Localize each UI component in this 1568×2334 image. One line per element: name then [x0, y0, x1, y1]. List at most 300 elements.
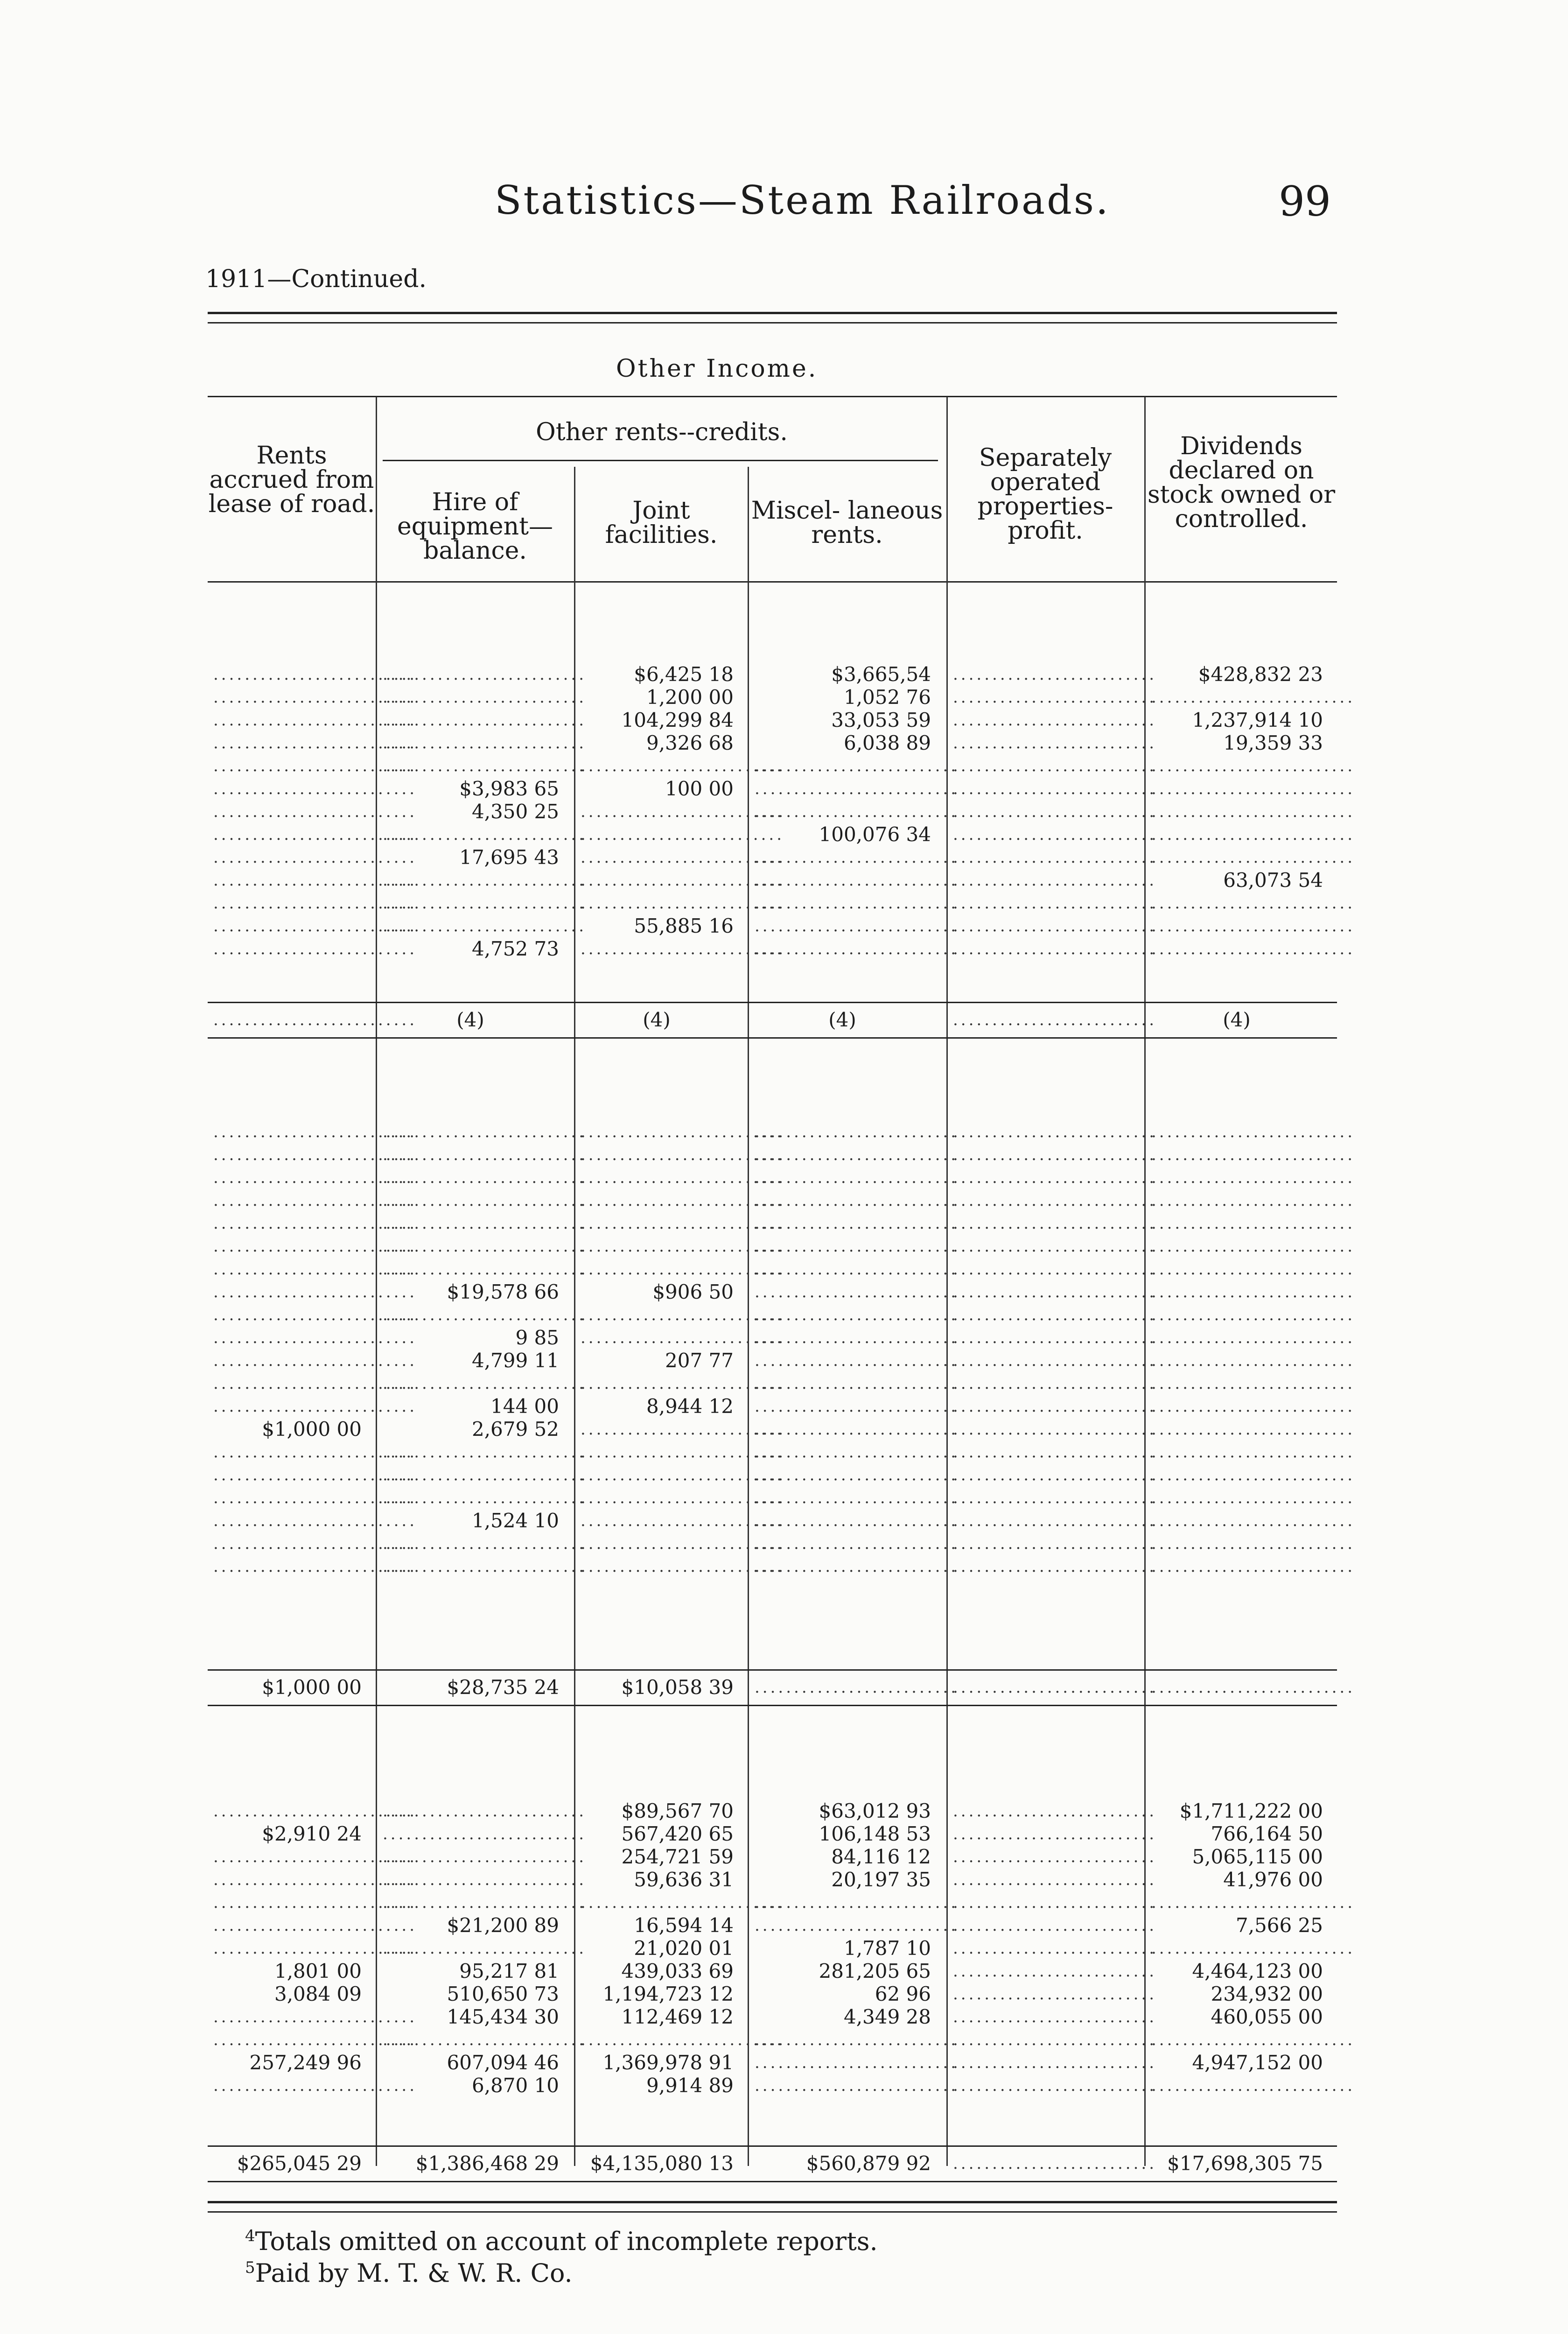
leader-dots: ..........................	[953, 1489, 1157, 1507]
leader-dots: ..........................	[1151, 1123, 1355, 1141]
header-joint-facilities: Joint facilities.	[605, 497, 718, 549]
table-cell: 4,799 11	[471, 1349, 559, 1372]
leader-dots: ..........................	[213, 688, 417, 707]
header-separately-operated: Separately operated properties-profit.	[977, 444, 1113, 545]
top-rule	[208, 312, 1337, 314]
leader-dots: ..........................	[755, 1283, 959, 1301]
leader-dots: ..........................	[383, 2031, 587, 2049]
table-cell: 4,349 28	[843, 2005, 931, 2028]
table-cell: 6,870 10	[471, 2074, 559, 2097]
leader-dots: ..........................	[953, 1511, 1157, 1530]
leader-dots: ..........................	[953, 848, 1157, 867]
leader-dots: ..........................	[953, 1443, 1157, 1462]
table-cell: 1,052 76	[843, 686, 931, 709]
table-cell: 281,205 65	[819, 1960, 931, 1982]
table-cell: $6,425 18	[634, 663, 734, 686]
leader-dots: ..........................	[1151, 2076, 1355, 2095]
leader-dots: ..........................	[213, 1011, 417, 1029]
leader-dots: ..........................	[953, 711, 1157, 730]
leader-dots: ..........................	[383, 688, 587, 707]
table-cell: $21,200 89	[447, 1914, 559, 1937]
total-rule-below	[208, 2181, 1337, 2182]
leader-dots: ..........................	[213, 871, 417, 890]
leader-dots: ..........................	[1151, 1329, 1355, 1347]
leader-dots: ..........................	[1151, 1678, 1355, 1697]
leader-dots: ..........................	[383, 1237, 587, 1256]
table-cell: 4,947,152 00	[1192, 2051, 1323, 2074]
leader-dots: ..........................	[953, 1011, 1157, 1029]
leader-dots: ..........................	[1151, 2031, 1355, 2049]
leader-dots: ..........................	[213, 2031, 417, 2049]
leader-dots: ..........................	[953, 1466, 1157, 1484]
table-cell: 9,914 89	[646, 2074, 734, 2097]
table-cell: 104,299 84	[621, 709, 734, 731]
leader-dots: ..........................	[213, 1146, 417, 1164]
total-rule-above	[208, 1669, 1337, 1671]
table-cell: 8,944 12	[646, 1395, 734, 1418]
leader-dots: ..........................	[1151, 1893, 1355, 1912]
leader-dots: ..........................	[1151, 1351, 1355, 1370]
table-cell: 1,194,723 12	[602, 1982, 734, 2005]
leader-dots: ..........................	[1151, 780, 1355, 798]
leader-dots: ..........................	[953, 688, 1157, 707]
leader-dots: ..........................	[581, 825, 784, 844]
table-cell: 1,200 00	[646, 686, 734, 709]
table-cell: 7,566 25	[1235, 1914, 1323, 1937]
leader-dots: ..........................	[581, 894, 784, 913]
table-cell: 460,055 00	[1211, 2005, 1323, 2028]
leader-dots: ..........................	[213, 1534, 417, 1553]
leader-dots: ..........................	[755, 1306, 959, 1324]
leader-dots: ..........................	[953, 1397, 1157, 1416]
table-cell: 59,636 31	[634, 1868, 734, 1891]
leader-dots: ..........................	[383, 1123, 587, 1141]
leader-dots: ..........................	[755, 1511, 959, 1530]
leader-dots: ..........................	[383, 1489, 587, 1507]
page-number: 99	[1279, 177, 1331, 225]
leader-dots: ..........................	[383, 1191, 587, 1210]
table-cell: 9,326 68	[646, 731, 734, 754]
leader-dots: ..........................	[383, 1939, 587, 1958]
leader-dots: ..........................	[755, 1534, 959, 1553]
table-cell: 5,065,115 00	[1192, 1845, 1323, 1868]
leader-dots: ..........................	[1151, 1214, 1355, 1233]
leader-dots: ..........................	[953, 1146, 1157, 1164]
table-cell: 20,197 35	[831, 1868, 931, 1891]
leader-dots: ..........................	[755, 780, 959, 798]
leader-dots: ..........................	[1151, 1557, 1355, 1576]
leader-dots: ..........................	[213, 1939, 417, 1958]
total-cell: $10,058 39	[621, 1676, 734, 1699]
table-cell: 607,094 46	[447, 2051, 559, 2074]
leader-dots: ..........................	[213, 1374, 417, 1393]
leader-dots: ..........................	[213, 780, 417, 798]
table-cell: 100,076 34	[819, 823, 931, 846]
footnote-5: $^5$Paid by M. T. & W. R. Co.	[245, 2258, 573, 2288]
leader-dots: ..........................	[383, 871, 587, 890]
total-cell: (4)	[643, 1008, 671, 1031]
total-cell: $560,879 92	[806, 2152, 931, 2175]
table-cell: 16,594 14	[634, 1914, 734, 1937]
leader-dots: ..........................	[953, 1168, 1157, 1187]
leader-dots: ..........................	[383, 757, 587, 775]
leader-dots: ..........................	[383, 1848, 587, 1866]
table-cell: 144 00	[490, 1395, 559, 1418]
table-cell: 112,469 12	[621, 2005, 734, 2028]
leader-dots: ..........................	[953, 1351, 1157, 1370]
leader-dots: ..........................	[953, 1306, 1157, 1324]
leader-dots: ..........................	[213, 1283, 417, 1301]
leader-dots: ..........................	[1151, 757, 1355, 775]
leader-dots: ..........................	[755, 1146, 959, 1164]
header-other-rents-group: Other rents--credits.	[536, 418, 788, 446]
table-cell: 439,033 69	[621, 1960, 734, 1982]
table-cell: 63,073 54	[1223, 869, 1323, 892]
leader-dots: ..........................	[953, 894, 1157, 913]
leader-dots: ..........................	[755, 1260, 959, 1279]
leader-dots: ..........................	[383, 1893, 587, 1912]
leader-dots: ..........................	[581, 1420, 784, 1439]
leader-dots: ..........................	[383, 1825, 587, 1843]
leader-dots: ..........................	[581, 802, 784, 821]
table-cell: 766,164 50	[1211, 1822, 1323, 1845]
leader-dots: ..........................	[581, 1329, 784, 1347]
table-cell: 4,752 73	[471, 937, 559, 960]
continued-label: 1911—Continued.	[205, 265, 427, 293]
leader-dots: ..........................	[953, 1678, 1157, 1697]
table-cell: $63,012 93	[819, 1800, 931, 1822]
leader-dots: ..........................	[1151, 1420, 1355, 1439]
leader-dots: ..........................	[213, 917, 417, 935]
leader-dots: ..........................	[953, 1237, 1157, 1256]
table-cell: 3,084 09	[274, 1982, 362, 2005]
header-dividends-declared: Dividends declared on stock owned or controlled.	[1147, 432, 1336, 533]
leader-dots: ..........................	[1151, 688, 1355, 707]
leader-dots: ..........................	[581, 1489, 784, 1507]
table-cell: $2,910 24	[262, 1822, 362, 1845]
table-cell: 55,885 16	[634, 914, 734, 937]
leader-dots: ..........................	[1151, 1237, 1355, 1256]
leader-dots: ..........................	[581, 871, 784, 890]
leader-dots: ..........................	[1151, 848, 1355, 867]
leader-dots: ..........................	[755, 1466, 959, 1484]
leader-dots: ..........................	[755, 1351, 959, 1370]
leader-dots: ..........................	[581, 1374, 784, 1393]
leader-dots: ..........................	[953, 1374, 1157, 1393]
leader-dots: ..........................	[1151, 1466, 1355, 1484]
leader-dots: ..........................	[755, 802, 959, 821]
top-rule-thin	[208, 322, 1337, 323]
leader-dots: ..........................	[755, 871, 959, 890]
leader-dots: ..........................	[755, 1214, 959, 1233]
total-rule-below	[208, 1705, 1337, 1706]
leader-dots: ..........................	[383, 734, 587, 752]
leader-dots: ..........................	[953, 1870, 1157, 1889]
leader-dots: ..........................	[755, 1557, 959, 1576]
leader-dots: ..........................	[581, 940, 784, 958]
table-cell: $3,983 65	[459, 777, 559, 800]
leader-dots: ..........................	[953, 1916, 1157, 1935]
leader-dots: ..........................	[755, 848, 959, 867]
total-cell: $1,386,468 29	[415, 2152, 559, 2175]
table-cell: 1,787 10	[843, 1937, 931, 1960]
leader-dots: ..........................	[953, 780, 1157, 798]
table-cell: $19,578 66	[447, 1280, 559, 1303]
leader-dots: ..........................	[1151, 1283, 1355, 1301]
leader-dots: ..........................	[383, 825, 587, 844]
leader-dots: ..........................	[953, 1962, 1157, 1981]
table-cell: 100 00	[665, 777, 734, 800]
leader-dots: ..........................	[755, 1489, 959, 1507]
leader-dots: ..........................	[581, 1260, 784, 1279]
total-rule-above	[208, 1002, 1337, 1003]
leader-dots: ..........................	[581, 1893, 784, 1912]
leader-dots: ..........................	[1151, 1260, 1355, 1279]
leader-dots: ..........................	[581, 1214, 784, 1233]
leader-dots: ..........................	[953, 871, 1157, 890]
leader-dots: ..........................	[953, 1557, 1157, 1576]
leader-dots: ..........................	[581, 1443, 784, 1462]
leader-dots: ..........................	[581, 1146, 784, 1164]
leader-dots: ..........................	[953, 1420, 1157, 1439]
leader-dots: ..........................	[953, 1848, 1157, 1866]
leader-dots: ..........................	[213, 1893, 417, 1912]
leader-dots: ..........................	[755, 2031, 959, 2049]
leader-dots: ..........................	[1151, 1397, 1355, 1416]
leader-dots: ..........................	[581, 1168, 784, 1187]
table-cell: 254,721 59	[621, 1845, 734, 1868]
leader-dots: ..........................	[383, 1374, 587, 1393]
leader-dots: ..........................	[1151, 1534, 1355, 1553]
table-cell: 19,359 33	[1223, 731, 1323, 754]
leader-dots: ..........................	[383, 711, 587, 730]
leader-dots: ..........................	[755, 1168, 959, 1187]
header-group-rule	[383, 460, 938, 461]
leader-dots: ..........................	[953, 1260, 1157, 1279]
leader-dots: ..........................	[953, 1123, 1157, 1141]
leader-dots: ..........................	[953, 825, 1157, 844]
table-cell: 1,369,978 91	[602, 2051, 734, 2074]
leader-dots: ..........................	[213, 711, 417, 730]
table-cell: 41,976 00	[1223, 1868, 1323, 1891]
leader-dots: ..........................	[213, 894, 417, 913]
leader-dots: ..........................	[953, 1825, 1157, 1843]
leader-dots: ..........................	[1151, 1374, 1355, 1393]
leader-dots: ..........................	[383, 1146, 587, 1164]
leader-dots: ..........................	[1151, 940, 1355, 958]
total-cell: $265,045 29	[237, 2152, 362, 2175]
leader-dots: ..........................	[213, 1237, 417, 1256]
leader-dots: ..........................	[213, 2008, 417, 2026]
table-cell: 4,350 25	[471, 800, 559, 823]
leader-dots: ..........................	[953, 2031, 1157, 2049]
leader-dots: ..........................	[581, 1511, 784, 1530]
leader-dots: ..........................	[953, 1283, 1157, 1301]
total-cell: (4)	[828, 1008, 856, 1031]
leader-dots: ..........................	[213, 825, 417, 844]
table-cell: 257,249 96	[249, 2051, 362, 2074]
table-cell: 2,679 52	[471, 1418, 559, 1441]
leader-dots: ..........................	[383, 665, 587, 684]
leader-dots: ..........................	[383, 917, 587, 935]
leader-dots: ..........................	[383, 1260, 587, 1279]
leader-dots: ..........................	[383, 1443, 587, 1462]
leader-dots: ..........................	[213, 734, 417, 752]
leader-dots: ..........................	[213, 1329, 417, 1347]
leader-dots: ..........................	[213, 665, 417, 684]
leader-dots: ..........................	[213, 1802, 417, 1821]
leader-dots: ..........................	[953, 734, 1157, 752]
leader-dots: ..........................	[1151, 917, 1355, 935]
leader-dots: ..........................	[581, 1557, 784, 1576]
leader-dots: ..........................	[581, 1123, 784, 1141]
leader-dots: ..........................	[953, 1893, 1157, 1912]
leader-dots: ..........................	[953, 2154, 1157, 2173]
leader-dots: ..........................	[383, 1802, 587, 1821]
leader-dots: ..........................	[213, 848, 417, 867]
leader-dots: ..........................	[213, 940, 417, 958]
table-cell: 4,464,123 00	[1192, 1960, 1323, 1982]
leader-dots: ..........................	[953, 757, 1157, 775]
table-cell: 145,434 30	[447, 2005, 559, 2028]
header-bottom-rule	[208, 581, 1337, 583]
leader-dots: ..........................	[1151, 1168, 1355, 1187]
leader-dots: ..........................	[581, 757, 784, 775]
leader-dots: ..........................	[213, 1168, 417, 1187]
leader-dots: ..........................	[383, 1214, 587, 1233]
leader-dots: ..........................	[953, 940, 1157, 958]
leader-dots: ..........................	[953, 1534, 1157, 1553]
leader-dots: ..........................	[581, 2031, 784, 2049]
leader-dots: ..........................	[953, 2008, 1157, 2026]
table-cell: 33,053 59	[831, 709, 931, 731]
bottom-rule	[208, 2201, 1337, 2203]
leader-dots: ..........................	[383, 1306, 587, 1324]
leader-dots: ..........................	[1151, 1191, 1355, 1210]
table-cell: 62 96	[875, 1982, 931, 2005]
leader-dots: ..........................	[213, 1397, 417, 1416]
total-cell: (4)	[456, 1008, 484, 1031]
table-cell: 84,116 12	[831, 1845, 931, 1868]
leader-dots: ..........................	[383, 894, 587, 913]
table-cell: $428,832 23	[1198, 663, 1323, 686]
footnote-4: $^4$Totals omitted on account of incomplete reports.	[245, 2227, 878, 2256]
table-cell: 17,695 43	[459, 846, 559, 869]
leader-dots: ..........................	[1151, 1511, 1355, 1530]
table-cell: 510,650 73	[447, 1982, 559, 2005]
leader-dots: ..........................	[1151, 1489, 1355, 1507]
leader-dots: ..........................	[213, 1214, 417, 1233]
bottom-rule-thin	[208, 2211, 1337, 2213]
total-cell: $17,698,305 75	[1167, 2152, 1323, 2175]
table-cell: $3,665,54	[831, 663, 931, 686]
leader-dots: ..........................	[953, 1329, 1157, 1347]
leader-dots: ..........................	[953, 1802, 1157, 1821]
leader-dots: ..........................	[755, 1123, 959, 1141]
leader-dots: ..........................	[755, 1916, 959, 1935]
leader-dots: ..........................	[581, 848, 784, 867]
running-head	[0, 177, 1568, 233]
leader-dots: ..........................	[213, 1191, 417, 1210]
leader-dots: ..........................	[755, 1397, 959, 1416]
leader-dots: ..........................	[581, 1237, 784, 1256]
header-top-rule	[208, 396, 1337, 397]
leader-dots: ..........................	[1151, 825, 1355, 844]
leader-dots: ..........................	[953, 1985, 1157, 2004]
leader-dots: ..........................	[383, 1534, 587, 1553]
table-cell: 1,801 00	[274, 1960, 362, 1982]
leader-dots: ..........................	[953, 917, 1157, 935]
total-cell: (4)	[1223, 1008, 1251, 1031]
total-cell: $28,735 24	[447, 1676, 559, 1699]
leader-dots: ..........................	[213, 1511, 417, 1530]
leader-dots: ..........................	[581, 1191, 784, 1210]
table-cell: $906 50	[652, 1280, 734, 1303]
total-cell: $4,135,080 13	[590, 2152, 734, 2175]
leader-dots: ..........................	[383, 1168, 587, 1187]
leader-dots: ..........................	[383, 1870, 587, 1889]
table-cell: $89,567 70	[621, 1800, 734, 1822]
leader-dots: ..........................	[755, 1678, 959, 1697]
leader-dots: ..........................	[213, 1123, 417, 1141]
leader-dots: ..........................	[1151, 1443, 1355, 1462]
leader-dots: ..........................	[1151, 1939, 1355, 1958]
leader-dots: ..........................	[1151, 802, 1355, 821]
table-cell: 21,020 01	[634, 1937, 734, 1960]
leader-dots: ..........................	[581, 1466, 784, 1484]
leader-dots: ..........................	[383, 1466, 587, 1484]
leader-dots: ..........................	[213, 1870, 417, 1889]
leader-dots: ..........................	[953, 665, 1157, 684]
table-cell: $1,711,222 00	[1179, 1800, 1323, 1822]
leader-dots: ..........................	[755, 1374, 959, 1393]
table-cell: 234,932 00	[1211, 1982, 1323, 2005]
leader-dots: ..........................	[213, 1557, 417, 1576]
leader-dots: ..........................	[581, 1534, 784, 1553]
leader-dots: ..........................	[213, 1489, 417, 1507]
leader-dots: ..........................	[1151, 894, 1355, 913]
table-cell: 1,524 10	[471, 1509, 559, 1532]
leader-dots: ..........................	[1151, 1306, 1355, 1324]
leader-dots: ..........................	[755, 1893, 959, 1912]
header-rents-accrued: Rents accrued from lease of road.	[208, 442, 375, 518]
leader-dots: ..........................	[213, 2076, 417, 2095]
table-cell: $1,000 00	[262, 1418, 362, 1441]
leader-dots: ..........................	[213, 757, 417, 775]
leader-dots: ..........................	[1151, 1146, 1355, 1164]
leader-dots: ..........................	[953, 2053, 1157, 2072]
leader-dots: ..........................	[755, 917, 959, 935]
total-cell: $1,000 00	[262, 1676, 362, 1699]
leader-dots: ..........................	[953, 1214, 1157, 1233]
table-cell: 9 85	[515, 1326, 559, 1349]
leader-dots: ..........................	[213, 1443, 417, 1462]
leader-dots: ..........................	[755, 1420, 959, 1439]
table-cell: 106,148 53	[819, 1822, 931, 1845]
section-title: Other Income.	[616, 355, 818, 383]
leader-dots: ..........................	[755, 1191, 959, 1210]
leader-dots: ..........................	[755, 940, 959, 958]
leader-dots: ..........................	[755, 1237, 959, 1256]
leader-dots: ..........................	[755, 894, 959, 913]
total-rule-above	[208, 2145, 1337, 2147]
leader-dots: ..........................	[953, 1191, 1157, 1210]
header-hire-of-equipment: Hire of equipment—balance.	[397, 488, 553, 565]
total-rule-below	[208, 1037, 1337, 1039]
leader-dots: ..........................	[755, 1329, 959, 1347]
table-cell: 207 77	[665, 1349, 734, 1372]
leader-dots: ..........................	[755, 1443, 959, 1462]
